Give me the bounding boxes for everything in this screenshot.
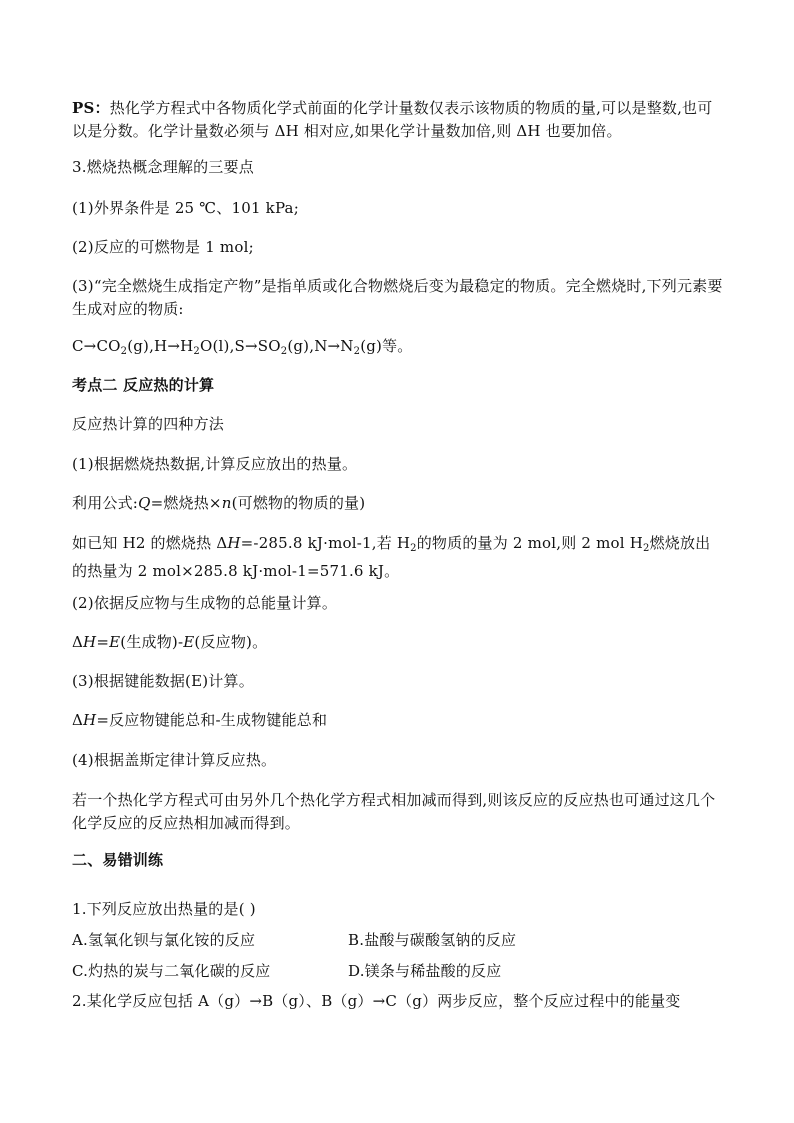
products-line [72, 335, 724, 363]
subscript: 2 [193, 346, 200, 357]
option-d: D.镁条与稀盐酸的反应 [348, 962, 502, 980]
point-2: (2)反应的可燃物是 1 mol; [72, 238, 254, 256]
point-1: (1)外界条件是 25 ℃、101 kPa; [72, 199, 299, 217]
formula-3 [72, 709, 724, 732]
formula-var: H [83, 711, 97, 729]
formula-text: Δ [72, 711, 84, 729]
example-text: 的物质的量为 2 mol,则 2 mol H [416, 534, 643, 552]
option-c: C.灼热的炭与二氧化碳的反应 [72, 962, 271, 980]
formula-text: (反应物)。 [194, 633, 268, 651]
example-text: =-285.8 kJ·mol-1,若 H [240, 534, 411, 552]
subscript: 2 [643, 543, 650, 554]
subscript: 2 [410, 543, 417, 554]
method-4: (4)根据盖斯定律计算反应热。 [72, 751, 277, 769]
formula-var: n [221, 494, 232, 512]
subscript: 2 [120, 346, 128, 357]
formula-var: H [83, 633, 97, 651]
ps-label: PS： [72, 99, 110, 117]
formula-text: =反应物键能总和-生成物键能总和 [96, 711, 328, 729]
hess-paragraph: 若一个热化学方程式可由另外几个热化学方程式相加减而得到,则该反应的反应热也可通过这几个化学反应的反应热相加减而得到。 [72, 791, 716, 832]
products-text: (g)等。 [360, 337, 413, 355]
formula-text: =燃烧热× [150, 494, 222, 512]
section-title: 二、易错训练 [72, 851, 164, 869]
formula-text: (可燃物的物质的量) [231, 494, 366, 512]
method-3: (3)根据键能数据(E)计算。 [72, 672, 254, 690]
formula-var: E [183, 633, 195, 651]
example-paragraph [72, 532, 724, 583]
question-2-stem: 2.某化学反应包括 A（g）→B（g）、B（g）→C（g）两步反应，整个反应过程中的能量变 [72, 992, 681, 1010]
item3-title: 3.燃烧热概念理解的三要点 [72, 158, 254, 176]
example-text: 如已知 H2 的燃烧热 Δ [72, 534, 228, 552]
option-a: A.氢氧化钡与氯化铵的反应 [72, 931, 256, 949]
formula-var: H [227, 534, 241, 552]
example-text: 燃烧放出的热量为 2 mol×285.8 kJ·mol-1=571.6 kJ。 [72, 534, 711, 580]
formula-var: E [109, 633, 121, 651]
methods-title: 反应热计算的四种方法 [72, 415, 225, 433]
formula-var: Q [138, 494, 151, 512]
subscript: 2 [353, 346, 361, 357]
ps-text: 热化学方程式中各物质化学式前面的化学计量数仅表示该物质的物质的量,可以是整数,也可以是分数。化学计量数必须与 ΔH 相对应,如果化学计量数加倍,则 ΔH 也要加倍。 [72, 99, 713, 140]
point-3: (3)“完全燃烧生成指定产物”是指单质或化合物燃烧后变为最稳定的物质。完全燃烧时,下列元素要生成对应的物质: [72, 277, 723, 318]
formula-text: = [96, 633, 110, 651]
question-1-options-row [72, 929, 724, 952]
formula-2 [72, 631, 724, 654]
ps-note [72, 97, 724, 143]
subscript: 2 [280, 346, 288, 357]
formula-text: 利用公式: [72, 494, 139, 512]
formula-text: (生成物)- [120, 633, 184, 651]
question-1-stem: 1.下列反应放出热量的是( ) [72, 900, 256, 918]
formula-text: Δ [72, 633, 84, 651]
formula-1 [72, 492, 724, 515]
products-text: (g),N→N [287, 337, 354, 355]
products-text: O(l),S→SO [199, 337, 281, 355]
products-text: (g),H→H [127, 337, 194, 355]
option-b: B.盐酸与碳酸氢钠的反应 [348, 931, 517, 949]
method-1: (1)根据燃烧热数据,计算反应放出的热量。 [72, 455, 358, 473]
method-2: (2)依据反应物与生成物的总能量计算。 [72, 594, 338, 612]
question-1-options-row [72, 960, 724, 983]
section-title: 考点二 反应热的计算 [72, 376, 215, 394]
products-text: C→CO [72, 337, 121, 355]
